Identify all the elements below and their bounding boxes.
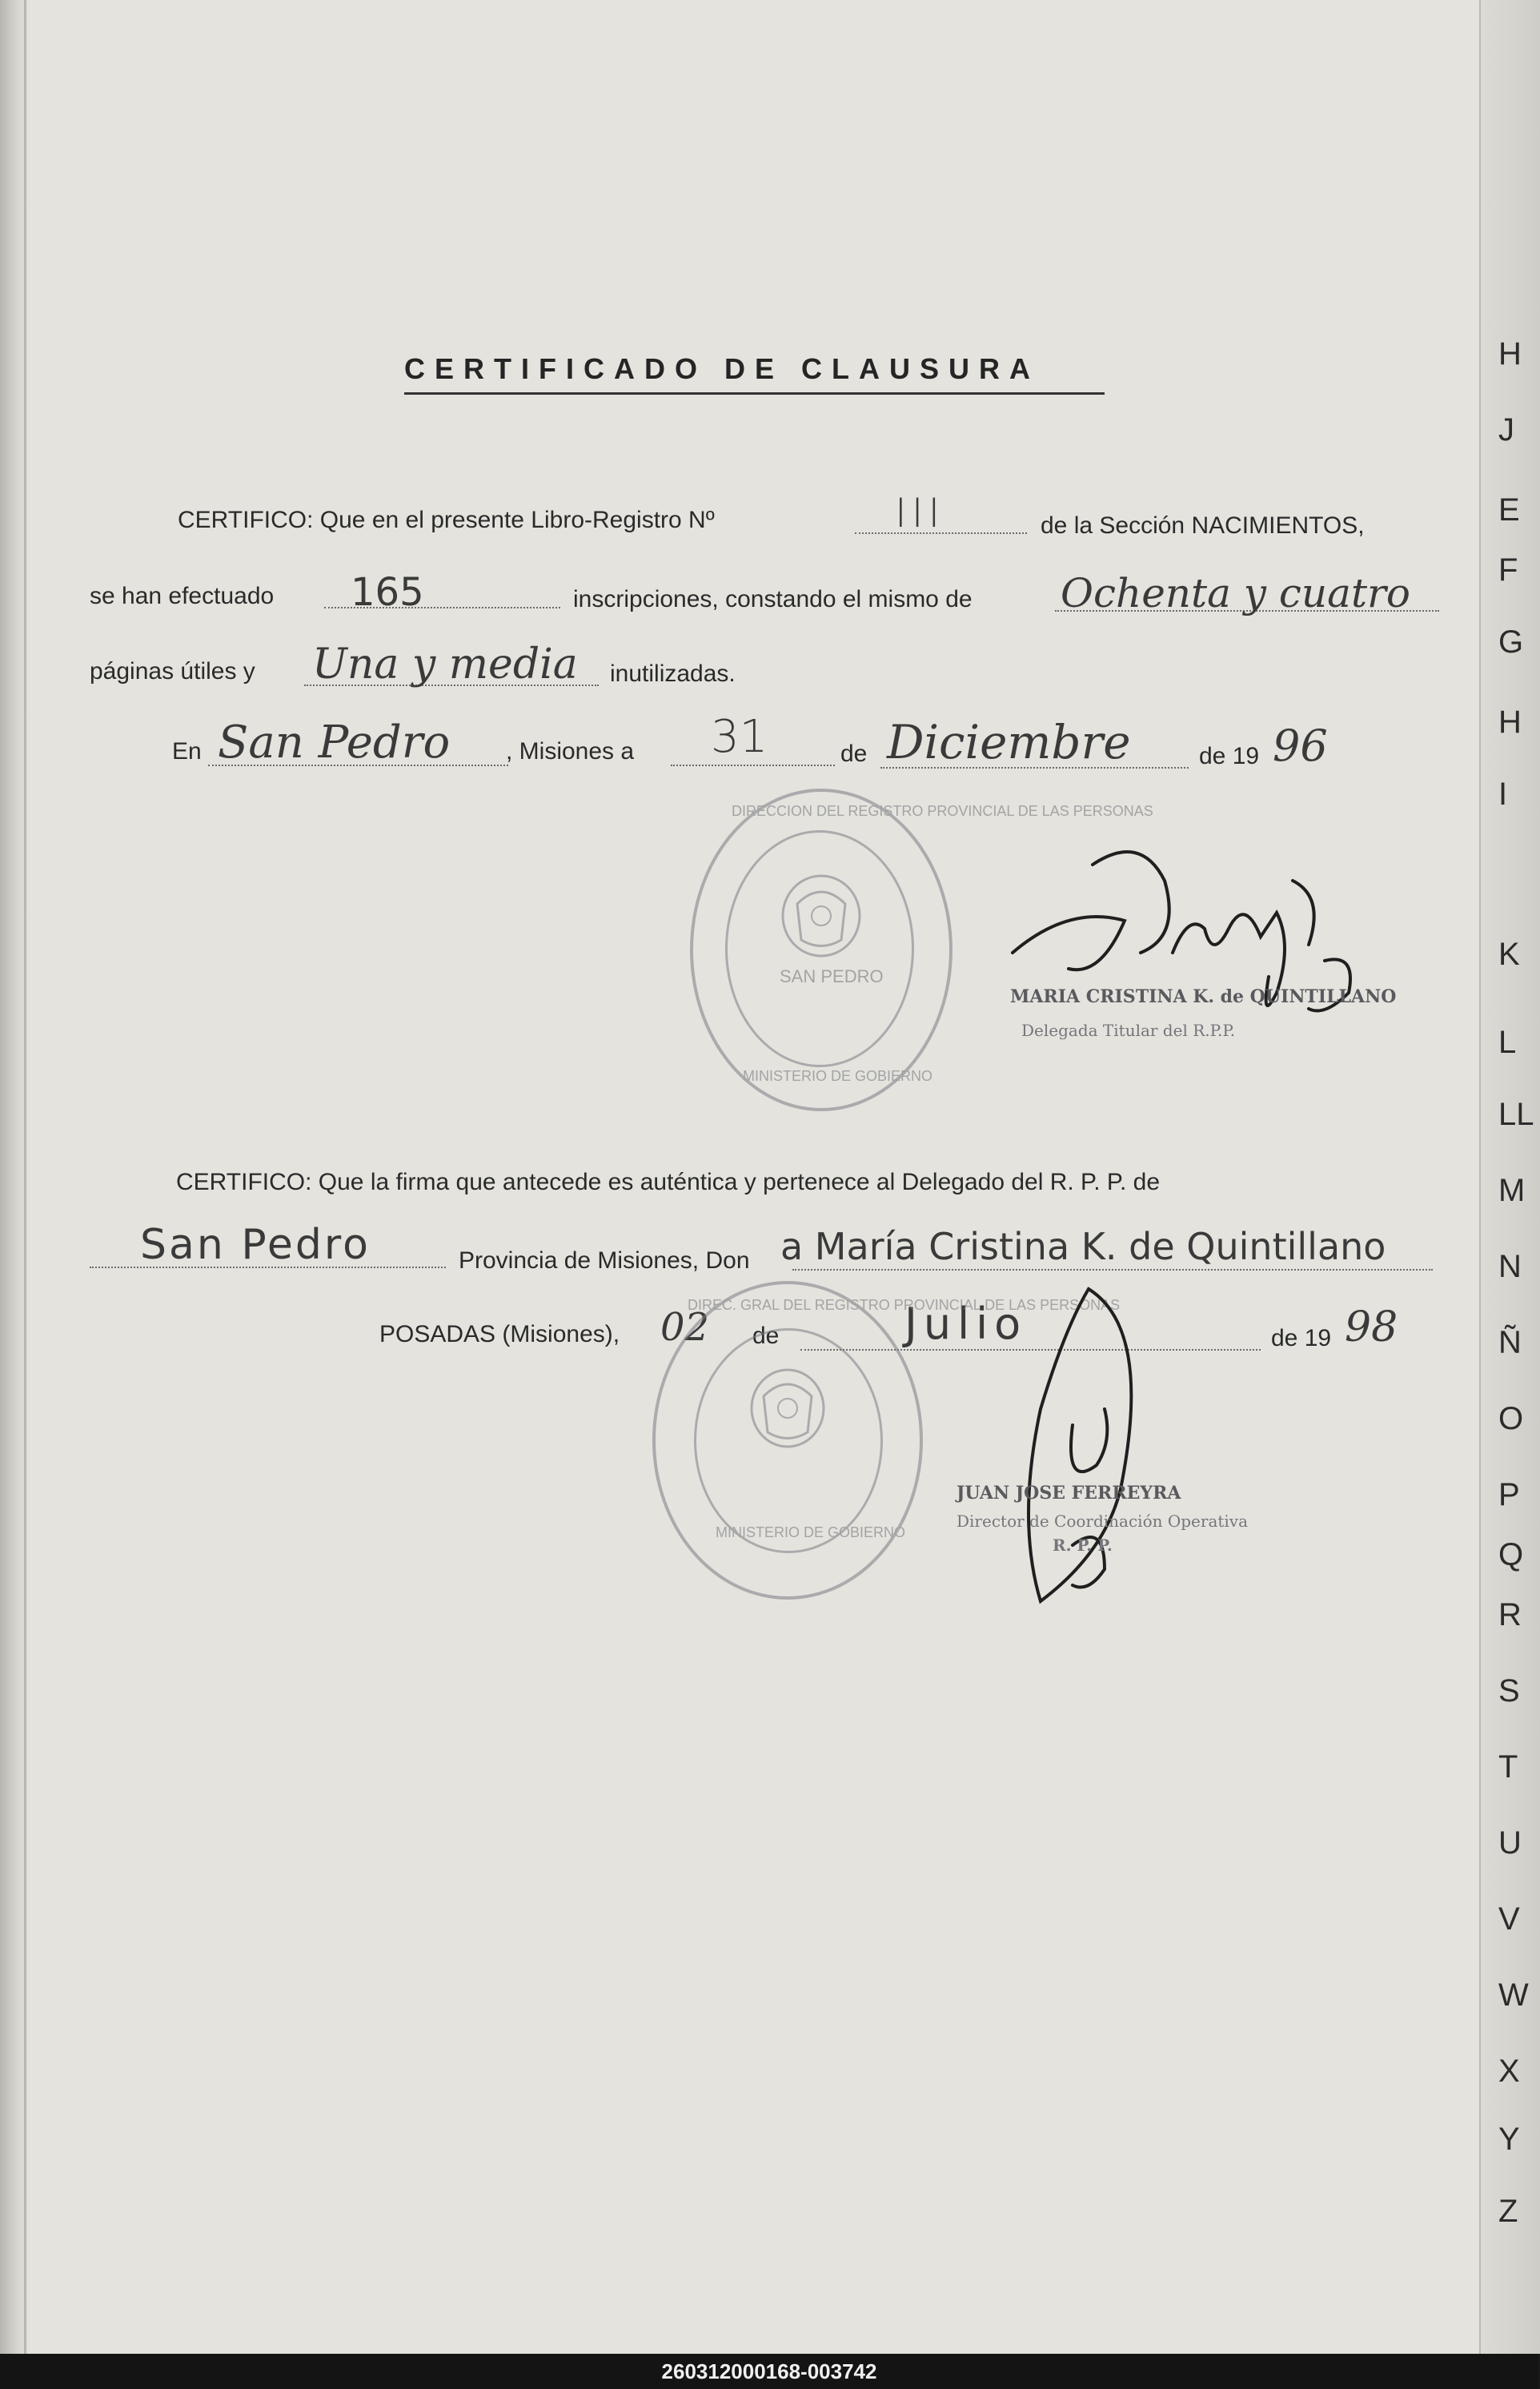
index-tab-letter[interactable]: Y [1498,2122,1520,2157]
title-underline [404,392,1105,395]
stamp-1-center-text: SAN PEDRO [780,966,884,986]
cert2-delegado-dots [792,1269,1433,1271]
footer-code: 260312000168-003742 [0,2354,1538,2389]
index-tab-letter[interactable]: J [1498,412,1514,448]
cert1-line2-mid: inscripciones, constando el mismo de [573,586,973,612]
index-tab-letter[interactable]: F [1498,552,1518,588]
index-tab-letter[interactable]: T [1498,1749,1518,1785]
cert1-line4-anio-prefix: de 19 [1199,743,1260,769]
signature-1-icon [1005,833,1373,1041]
index-tab-letter[interactable]: Q [1498,1537,1524,1572]
cert1-line3-suffix: inutilizadas. [610,660,736,687]
index-tab-letter[interactable]: LL [1498,1097,1534,1132]
stamp-2-ring-text: DIREC. GRAL DEL REGISTRO PROVINCIAL DE LAS PERSONAS [688,1297,1121,1313]
stamp-1-ring-text: DIRECCION DEL REGISTRO PROVINCIAL DE LAS PERSONAS [732,803,1153,819]
index-tab-letter[interactable]: O [1498,1401,1524,1436]
index-tab-letter[interactable]: M [1498,1173,1526,1208]
cert1-line4-misiones: , Misiones a [506,738,635,765]
cert1-line4-de: de [840,741,868,767]
cert1-line4-en: En [172,738,202,765]
coat-of-arms-icon [773,872,869,960]
cert2-lugar-handwritten: San Pedro [140,1221,371,1269]
signature-2-name: JUAN JOSE FERREYRA [956,1483,1181,1504]
mes-handwritten: Diciembre [887,715,1131,769]
page-title: CERTIFICADO DE CLAUSURA [404,352,1040,385]
signature-2-org: R. P. P. [1053,1536,1113,1555]
paginas-utiles-handwritten: Ochenta y cuatro [1061,570,1411,616]
cert2-delegado-handwritten: a María Cristina K. de Quintillano [780,1225,1386,1268]
cert2-anio-prefix: de 19 [1271,1325,1332,1351]
index-tab-letter[interactable]: R [1498,1597,1522,1632]
signature-1-role: Delegada Titular del R.P.P. [1021,1021,1236,1040]
index-tab-letter[interactable]: U [1498,1825,1522,1861]
cert1-line3-prefix: páginas útiles y [90,658,255,685]
index-tab-letter[interactable]: E [1498,492,1520,528]
cert2-line1: CERTIFICO: Que la firma que antecede es auténtica y pertenece al Delegado del R. P. P. de [176,1169,1161,1195]
cert2-posadas: POSADAS (Misiones), [379,1321,620,1347]
cert1-line1-prefix: CERTIFICO: Que en el presente Libro-Registro Nº [178,507,715,533]
stamp-2-inner-text: MINISTERIO DE GOBIERNO [716,1524,906,1540]
cert2-anio-handwritten: 98 [1345,1303,1398,1351]
index-tab-letter[interactable]: N [1498,1249,1522,1284]
cert2-mes-handwritten: Julio [904,1299,1028,1349]
index-tab-letter[interactable]: H [1498,336,1522,371]
index-tab-letter[interactable]: H [1498,705,1522,740]
cert1-seccion: de la Sección NACIMIENTOS, [1041,512,1365,539]
index-tab-letter[interactable]: Ñ [1498,1325,1522,1360]
coat-of-arms-icon [740,1364,836,1452]
dia-handwritten: 31 [711,711,768,763]
index-tab-letter[interactable]: Z [1498,2194,1518,2229]
index-tab-letter[interactable]: K [1498,937,1520,972]
signature-2-icon [993,1281,1185,1617]
index-tab-letter[interactable]: I [1498,777,1508,812]
index-tab-letter[interactable]: W [1498,1977,1529,2013]
signature-1-name: MARIA CRISTINA K. de QUINTILLANO [1010,986,1397,1007]
inutilizadas-handwritten: Una y media [312,640,578,689]
cert1-line2-prefix: se han efectuado [90,583,275,609]
dia-dots [671,765,835,766]
anio1-handwritten: 96 [1273,721,1328,771]
registro-number: III [895,490,945,536]
cert2-provincia: Provincia de Misiones, Don [459,1247,750,1274]
index-tab-letter[interactable]: L [1498,1025,1517,1060]
index-tab-letter[interactable]: G [1498,624,1524,660]
index-tab-letter[interactable]: S [1498,1673,1520,1708]
index-tab-letter[interactable]: X [1498,2054,1520,2089]
cert2-de: de [752,1323,780,1349]
binding-line [24,0,26,2354]
stamp-1-bottom-text: MINISTERIO DE GOBIERNO [743,1068,933,1084]
cert2-dia-handwritten: 02 [660,1305,710,1350]
index-tab-letter[interactable]: V [1498,1901,1520,1937]
signature-2-role: Director de Coordinación Operativa [956,1512,1249,1531]
lugar-handwritten: San Pedro [218,717,451,769]
inscripciones-count: 165 [351,570,424,615]
index-tab-letter[interactable]: P [1498,1477,1520,1512]
